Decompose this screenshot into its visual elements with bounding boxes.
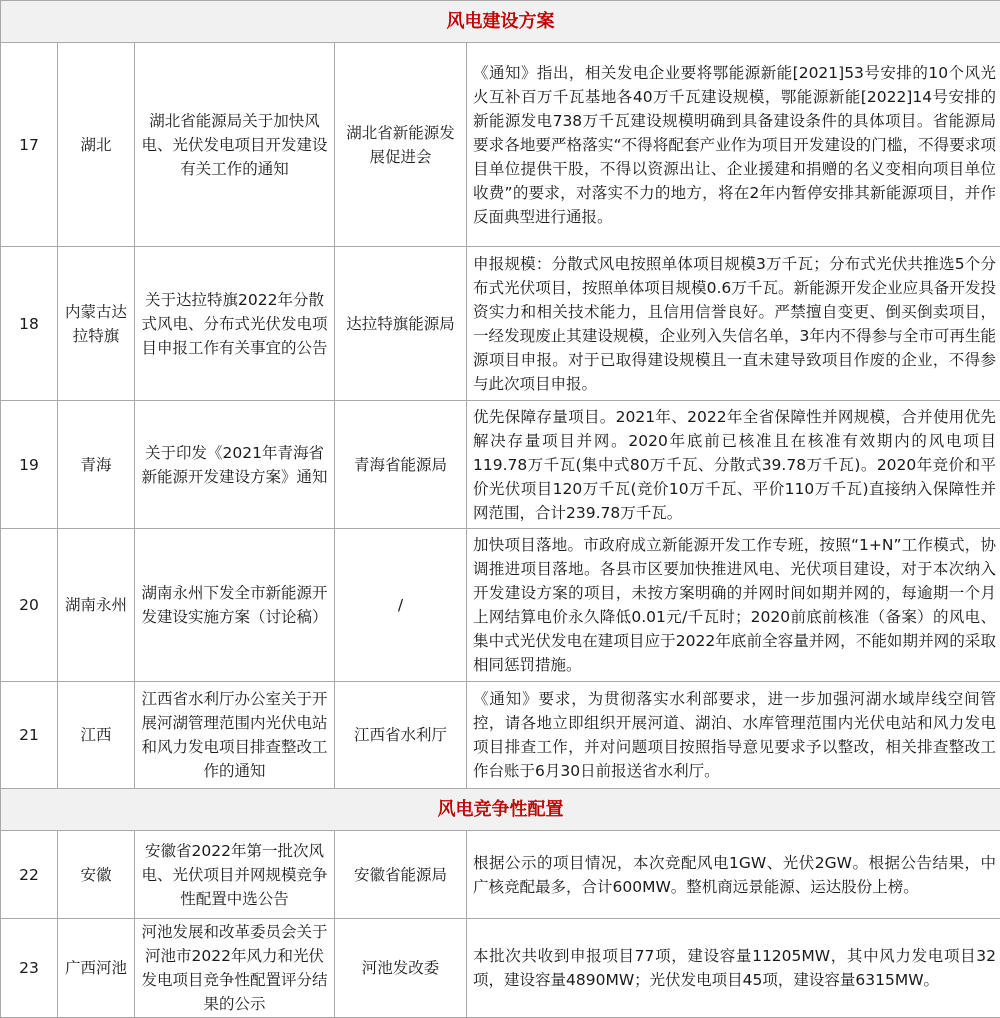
- row-number: 22: [1, 831, 58, 919]
- row-number: 21: [1, 682, 58, 789]
- row-content: 加快项目落地。市政府成立新能源开发工作专班，按照“1+N”工作模式，协调推进项目落地。各县市区要加快推进风电、光伏项目建设，对于本次纳入开发建设方案的项目，未按方案明确的并网时间如期并网的，每逾期一个月上网结算电价永久降低0.01元/千瓦时；2020前底前核准（备案）的风电、集中式光伏发电在建项目应于2022年底前全容量并网，不能如期并网的采取相同惩罚措施。: [467, 529, 1000, 682]
- row-region: 安徽: [58, 831, 135, 919]
- table-row: [1, 43, 1000, 247]
- row-region: 广西河池: [58, 919, 135, 1018]
- row-title: 关于印发《2021年青海省新能源开发建设方案》通知: [135, 401, 335, 529]
- row-issuer: 湖北省新能源发展促进会: [335, 43, 467, 247]
- row-issuer: 河池发改委: [335, 919, 467, 1018]
- row-region: 湖南永州: [58, 529, 135, 682]
- row-content: 申报规模：分散式风电按照单体项目规模3万千瓦；分布式光伏共推选5个分布式光伏项目，按照单体项目规模0.6万千瓦。新能源开发企业应具备开发投资实力和相关技术能力，且信用信誉良好。严禁擅自变更、倒买倒卖项目，一经发现废止其建设规模，企业列入失信名单，3年内不得参与全市可再生能源项目申报。对于已取得建设规模且一直未建导致项目作废的企业，不得参与此次项目申报。: [467, 247, 1000, 401]
- row-content: 优先保障存量项目。2021年、2022年全省保障性并网规模，合并使用优先解决存量项目并网。2020年底前已核准且在核准有效期内的风电项目119.78万千瓦(集中式80万千瓦、分散式39.78万千瓦)。2020年竞价和平价光伏项目120万千瓦(竞价10万千瓦、平价110万千瓦)直接纳入保障性并网范围，合计239.78万千瓦。: [467, 401, 1000, 529]
- row-issuer: 江西省水利厅: [335, 682, 467, 789]
- row-title: 河池发展和改革委员会关于河池市2022年风力和光伏发电项目竞争性配置评分结果的公示: [135, 919, 335, 1018]
- row-title: 安徽省2022年第一批次风电、光伏项目并网规模竞争性配置中选公告: [135, 831, 335, 919]
- row-issuer: /: [335, 529, 467, 682]
- row-issuer: 达拉特旗能源局: [335, 247, 467, 401]
- row-number: 18: [1, 247, 58, 401]
- row-content: 本批次共收到申报项目77项，建设容量11205MW，其中风力发电项目32项，建设容量4890MW；光伏发电项目45项，建设容量6315MW。: [467, 919, 1000, 1018]
- row-content: 《通知》指出，相关发电企业要将鄂能源新能[2021]53号安排的10个风光火互补百万千瓦基地各40万千瓦建设规模，鄂能源新能[2022]14号安排的新能源发电738万千瓦建设规模明确到具备建设条件的具体项目。省能源局要求各地要严格落实“不得将配套产业作为项目开发建设的门槛，不得要求项目单位提供干股，不得以资源出让、企业援建和捐赠的名义变相向项目单位收费”的要求，对落实不力的地方，将在2年内暂停安排其新能源项目，并作反面典型进行通报。: [467, 43, 1000, 247]
- section-header-row: [1, 1, 1000, 43]
- row-title: 江西省水利厅办公室关于开展河湖管理范围内光伏电站和风力发电项目排查整改工作的通知: [135, 682, 335, 789]
- row-region: 青海: [58, 401, 135, 529]
- row-title: 湖北省能源局关于加快风电、光伏发电项目开发建设有关工作的通知: [135, 43, 335, 247]
- table-row: [1, 831, 1000, 919]
- section-header-row: [1, 789, 1000, 831]
- table-row: [1, 919, 1000, 1018]
- row-content: 《通知》要求，为贯彻落实水利部要求，进一步加强河湖水域岸线空间管控，请各地立即组织开展河道、湖泊、水库管理范围内光伏电站和风力发电项目排查工作，并对问题项目按照指导意见要求予以整改，相关排查整改工作台账于6月30日前报送省水利厅。: [467, 682, 1000, 789]
- row-number: 19: [1, 401, 58, 529]
- row-region: 江西: [58, 682, 135, 789]
- row-issuer: 安徽省能源局: [335, 831, 467, 919]
- row-content: 根据公示的项目情况，本次竞配风电1GW、光伏2GW。根据公告结果，中广核竞配最多，合计600MW。整机商远景能源、运达股份上榜。: [467, 831, 1000, 919]
- row-issuer: 青海省能源局: [335, 401, 467, 529]
- row-number: 23: [1, 919, 58, 1018]
- section-title: 风电竞争性配置: [1, 789, 1000, 831]
- row-region: 内蒙古达拉特旗: [58, 247, 135, 401]
- row-region: 湖北: [58, 43, 135, 247]
- table-row: [1, 529, 1000, 682]
- table-row: [1, 401, 1000, 529]
- table-row: [1, 247, 1000, 401]
- row-title: 湖南永州下发全市新能源开发建设实施方案（讨论稿）: [135, 529, 335, 682]
- section-title: 风电建设方案: [1, 1, 1000, 43]
- row-title: 关于达拉特旗2022年分散式风电、分布式光伏发电项目申报工作有关事宜的公告: [135, 247, 335, 401]
- row-number: 20: [1, 529, 58, 682]
- row-number: 17: [1, 43, 58, 247]
- table-row: [1, 682, 1000, 789]
